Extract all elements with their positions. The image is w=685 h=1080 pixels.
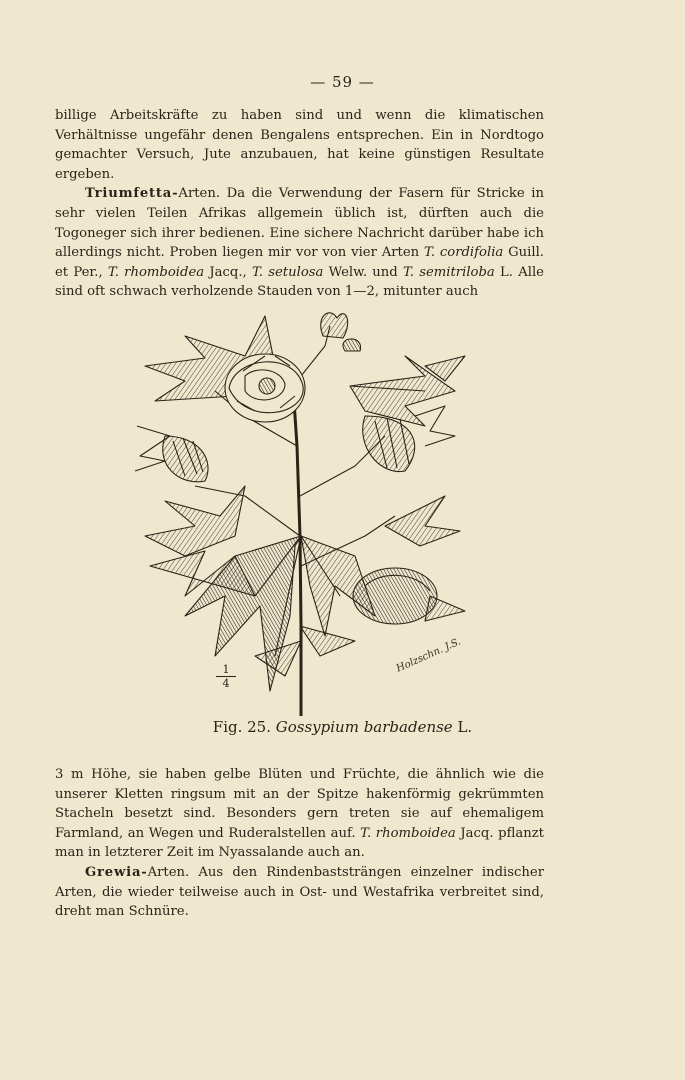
- page-number: — 59 —: [310, 73, 375, 91]
- paragraph-triumfetta: [55, 184, 544, 302]
- paragraph-text: 3 m Höhe, sie haben gelbe Blüten und Früchte, die ähnlich wie die unserer Kletten ringsum mit an der Spitze hakenförmig gekrümmten Stacheln besetzt sind. Besonders gern treten sie auf ehemaligem Farmland, an Wegen und Ruderalstellen auf.: [55, 767, 544, 841]
- paragraph-text: Jacq. pflanzt man in letzterer Zeit im Nyassalande auch an.: [55, 825, 544, 861]
- paragraph-triumfetta-cont: [55, 765, 544, 863]
- engraver-signature: Holzschn. J.S.: [394, 636, 463, 675]
- paragraph-text: L. Alle sind oft schwach verholzende Stauden von 1—2, mitunter auch: [55, 264, 544, 300]
- paragraph-text: Welw. und: [323, 264, 403, 280]
- caption-label: Fig. 25.: [212, 718, 271, 736]
- caption-author: L.: [457, 718, 473, 736]
- top-text-block: [55, 106, 544, 302]
- paragraph-text: Arten. Aus den Rindenbaststrängen einzelner indischer Arten, die wieder teilweise auch in Ost- und Westafrika verbreitet sind, dreht man Schnüre.: [55, 864, 544, 920]
- genus-heading: Grewia-: [85, 864, 148, 880]
- caption-species: Gossypium barbadense: [275, 718, 453, 736]
- species-name: T. rhomboidea: [360, 825, 456, 841]
- bottom-text-block: [55, 765, 544, 922]
- paragraph-text: billige Arbeitskräfte zu haben sind und wenn die klimatischen Verhältnisse ungefähr denen Bengalens entsprechen. Ein in Nordtogo gemachter Versuch, Jute anzubauen, hat keine günstigen Resultate ergeben.: [55, 108, 544, 182]
- scale-numerator: 1: [222, 663, 230, 676]
- paragraph-jute: [55, 106, 544, 184]
- figure-caption: [0, 718, 685, 736]
- paragraph-text: Jacq.,: [204, 264, 252, 280]
- scale-denominator: 4: [222, 677, 230, 690]
- paragraph-text: Arten. Da die Verwendung der Fasern für Stricke in sehr vielen Teilen Afrikas allgemein üblich ist, dürften auch die Togoneger sich ihrer bedienen. Eine sichere Nachricht darüber habe ich allerdings nicht. Proben liegen mir vor von vier Arten: [55, 186, 544, 261]
- scale-indicator: [214, 664, 238, 689]
- species-name: T. setulosa: [251, 264, 324, 280]
- paragraph-text: Guill. et Per.,: [55, 245, 544, 280]
- species-name: T. rhomboidea: [107, 264, 205, 280]
- species-name: T. semitriloba: [402, 264, 495, 280]
- genus-heading: Triumfetta-: [85, 186, 179, 202]
- species-name: T. cordifolia: [423, 245, 504, 261]
- paragraph-grewia: [55, 863, 544, 922]
